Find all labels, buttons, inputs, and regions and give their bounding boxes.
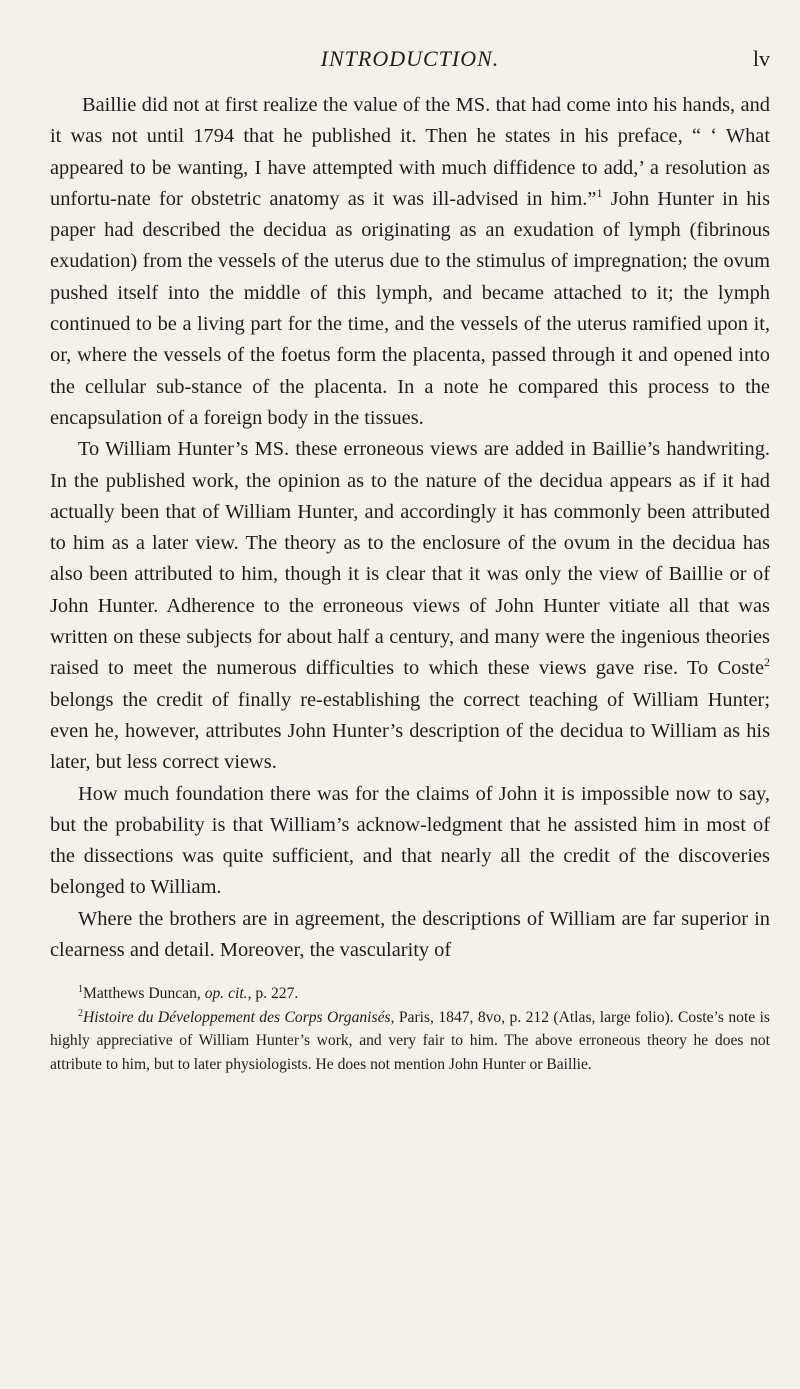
paragraph-1 (50, 90, 770, 434)
footnote-2 (50, 1006, 770, 1076)
footnote-2-mark: 2 (78, 1007, 83, 1019)
paragraph-2-text-b: belongs the credit of finally re-establishing the correct teaching of William Hunter; even he, however, attributes John Hunter’s description of the decidua to William as his later, but less correct views. (50, 688, 770, 774)
paragraph-4: Where the brothers are in agreement, the descriptions of William are far superior in clearness and detail. Moreover, the vascularity of (50, 907, 770, 962)
footnotes (50, 982, 770, 1076)
footnote-ref-2: 2 (764, 655, 770, 670)
paragraph-2-text-a: To William Hunter’s MS. these erroneous views are added in Baillie’s handwriting. In the published work, the opinion as to the nature of the decidua appears as if it had actually been that of William Hunter, and accordingly it has commonly been attributed to him as a later view. The theory as to the enclosure of the ovum in the decidua has also been attributed to him, though it is clear that it was only the view of Baillie or of John Hunter. Adherence to the erroneous views of John Hunter vitiate all that was written on these subjects for about half a century, and many were the ingenious theories raised to meet the numerous difficulties to which these views gave rise. To Coste (50, 438, 770, 680)
footnote-1-citation: op. cit. (204, 985, 248, 1003)
footnote-1 (50, 982, 770, 1005)
footnote-2-title: Histoire du Développement des Corps Organisés (83, 1008, 391, 1026)
paragraph-2 (50, 434, 770, 778)
paragraph-1-text-a: Baillie did not at first realize the value of the MS. that had come into his hands, and it was not until 1794 that he published it. Then he states in his preface, “ ‘ What appeared to be wanting, I have attempted with much diffidence to add,’ a resolution as unfortu-nate for obstetric anatomy as it was ill-advised in him.” (50, 94, 770, 210)
running-title: INTRODUCTION. (320, 46, 500, 71)
footnote-1-mark: 1 (78, 984, 83, 996)
footnote-1-text-a: Matthews Duncan, (83, 985, 205, 1003)
paragraph-1-text-b: John Hunter in his paper had described the decidua as originating as an exudation of lymph (fibrinous exudation) from the vessels of the uterus due to the stimulus of impregnation; the ovum pushed itself into the middle of this lymph, and became attached to it; the lymph continued to be a living part for the time, and the vessels of the uterus ramified upon it, or, where the vessels of the foetus form the placenta, passed through it and opened into the cellular sub-stance of the placenta. In a note he compared this process to the encapsulation of a foreign body in the tissues. (50, 187, 771, 429)
footnote-2-text: , Paris, 1847, 8vo, p. 212 (Atlas, large folio). Coste’s note is highly appreciative of William Hunter’s work, and very fair to him. The above erroneous theory he does not attribute to him, but to later physiologists. He does not mention John Hunter or Baillie. (50, 1008, 770, 1073)
book-page (50, 40, 770, 1076)
body-text (50, 90, 770, 966)
paragraph-3: How much foundation there was for the claims of John it is impossible now to say, but the probability is that William’s acknow-ledgment that he assisted him in most of the dissections was quite sufficient, and that nearly all the credit of the discoveries belonged to William. (50, 782, 770, 899)
footnote-1-text-b: , p. 227. (247, 985, 299, 1003)
footnote-ref-1: 1 (596, 186, 603, 201)
page-number: lv (752, 46, 770, 71)
running-head (50, 40, 770, 84)
